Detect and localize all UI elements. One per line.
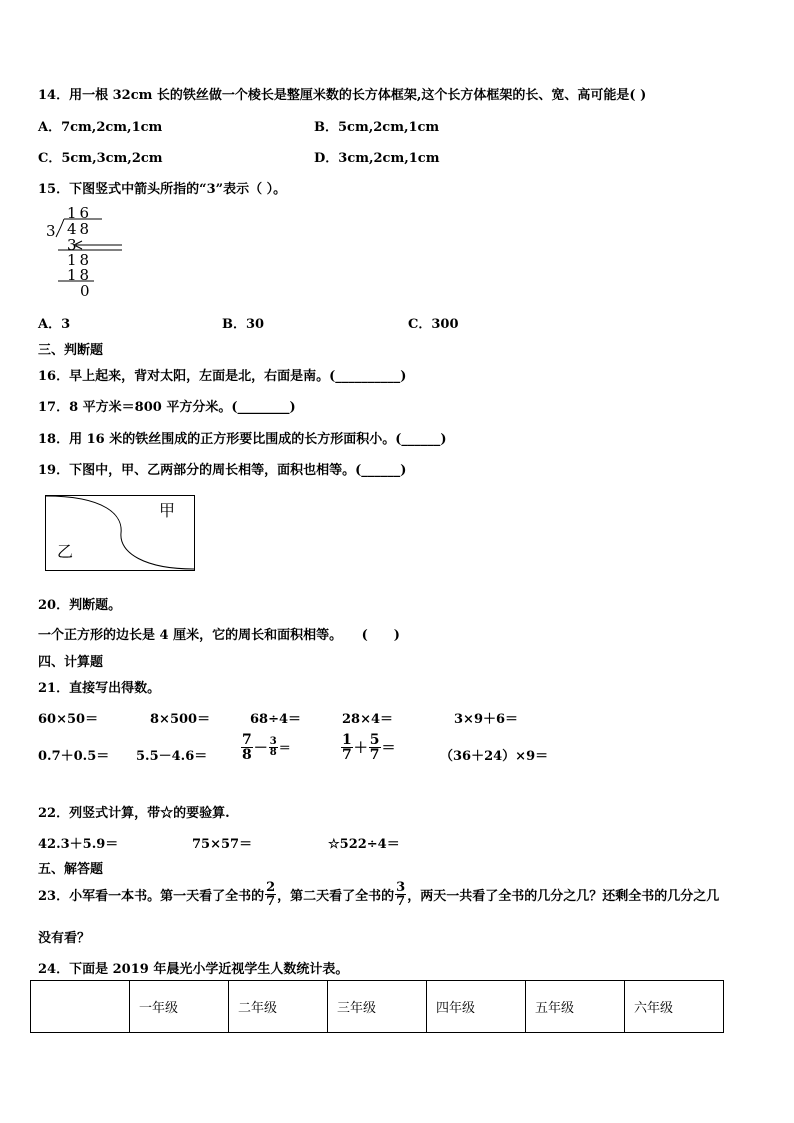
fraction: $\frac{3}{8}$: [269, 736, 277, 758]
q21-item-7: 5.5－4.6＝: [136, 749, 208, 764]
q20-title: 20．判断题。: [38, 598, 122, 613]
division-step3: 18: [67, 266, 93, 284]
q22-title: 22．列竖式计算，带☆的要验算.: [38, 806, 230, 821]
table-header-cell: 二年级: [229, 981, 328, 1033]
table-header-cell: 五年级: [526, 981, 625, 1033]
q18-text: 18．用 16 米的铁丝围成的正方形要比围成的长方形面积小。(______): [38, 432, 447, 447]
q20-text: 一个正方形的边长是 4 厘米，它的周长和面积相等。 ( ): [38, 628, 400, 643]
q22-item-2: 75×57＝: [192, 837, 253, 852]
section-3-heading: 三、判断题: [38, 343, 104, 358]
q14-option-d: D．3cm,2cm,1cm: [314, 151, 440, 166]
table-header-cell: 三年级: [328, 981, 427, 1033]
q16-text: 16．早上起来，背对太阳，左面是北，右面是南。(__________): [38, 369, 407, 384]
q15-option-a: A．3: [38, 317, 71, 332]
label-jia: 甲: [159, 501, 176, 520]
q21-item-1: 60×50＝: [38, 712, 99, 727]
q15-option-c: C．300: [408, 317, 459, 332]
q23-text: 23．小军看一本书。第一天看了全书的 $\frac{2}{7}$ ，第二天看了全书的 $\frac{3}{7}$ ，两天一共看了全书的几分之几？还剩全书的几分之几: [38, 880, 720, 909]
q21-item-4: 28×4＝: [342, 712, 394, 727]
division-quotient: 16: [67, 204, 93, 222]
table-header-cell: 一年级: [130, 981, 229, 1033]
q21-item-3: 68÷4＝: [250, 712, 302, 727]
section-5-heading: 五、解答题: [38, 862, 104, 877]
fraction: $\frac{1}{7}$: [342, 732, 352, 763]
label-yi: 乙: [57, 542, 74, 561]
division-dividend: 48: [67, 220, 93, 238]
division-divisor: 3: [46, 222, 56, 240]
fraction: $\frac{5}{7}$: [369, 732, 380, 763]
division-remainder: 0: [80, 282, 90, 300]
q14-text: 14．用一根 32cm 长的铁丝做一个棱长是整厘米数的长方体框架,这个长方体框架的长、宽、高可能是( ): [38, 88, 647, 103]
fraction: $\frac{3}{7}$: [396, 880, 406, 909]
q17-text: 17．8 平方米＝800 平方分米。(________): [38, 400, 296, 415]
stat-table: [30, 980, 724, 1033]
long-division-figure: [44, 203, 134, 299]
q21-item-5: 3×9＋6＝: [454, 712, 519, 727]
table-row: [31, 981, 724, 1033]
q23-line2: 没有看？: [38, 931, 91, 946]
fraction: $\frac{2}{7}$: [266, 880, 276, 909]
division-step2: 18: [67, 251, 93, 269]
table-header-cell: 四年级: [427, 981, 526, 1033]
q21-item-6: 0.7＋0.5＝: [38, 749, 110, 764]
q21-item-10: （36＋24）×9＝: [440, 749, 549, 764]
q21-title: 21．直接写出得数。: [38, 681, 161, 696]
q24-text: 24．下面是 2019 年晨光小学近视学生人数统计表。: [38, 962, 349, 977]
fraction: $\frac{7}{8}$: [242, 732, 252, 763]
table-header-cell: 六年级: [625, 981, 724, 1033]
q19-text: 19．下图中，甲、乙两部分的周长相等，面积也相等。(______): [38, 463, 407, 478]
q22-item-3: ☆522÷4＝: [328, 837, 400, 852]
q22-item-1: 42.3＋5.9＝: [38, 837, 119, 852]
q15-text: 15．下图竖式中箭头所指的“3”表示（ ）。: [38, 182, 287, 197]
q14-option-a: A．7cm,2cm,1cm: [38, 120, 163, 135]
section-4-heading: 四、计算题: [38, 655, 104, 670]
division-step1: 3: [67, 236, 77, 254]
q21-item-2: 8×500＝: [150, 712, 211, 727]
q21-item-8: $\frac{7}{8}$ － $\frac{3}{8}$ ＝: [242, 732, 291, 763]
q14-option-b: B．5cm,2cm,1cm: [314, 120, 440, 135]
q19-figure: [45, 495, 195, 571]
q21-item-9: $\frac{1}{7}$ ＋ $\frac{5}{7}$ ＝: [342, 732, 396, 763]
q15-option-b: B．30: [222, 317, 265, 332]
q14-option-c: C．5cm,3cm,2cm: [38, 151, 163, 166]
table-corner-cell: [31, 981, 130, 1033]
